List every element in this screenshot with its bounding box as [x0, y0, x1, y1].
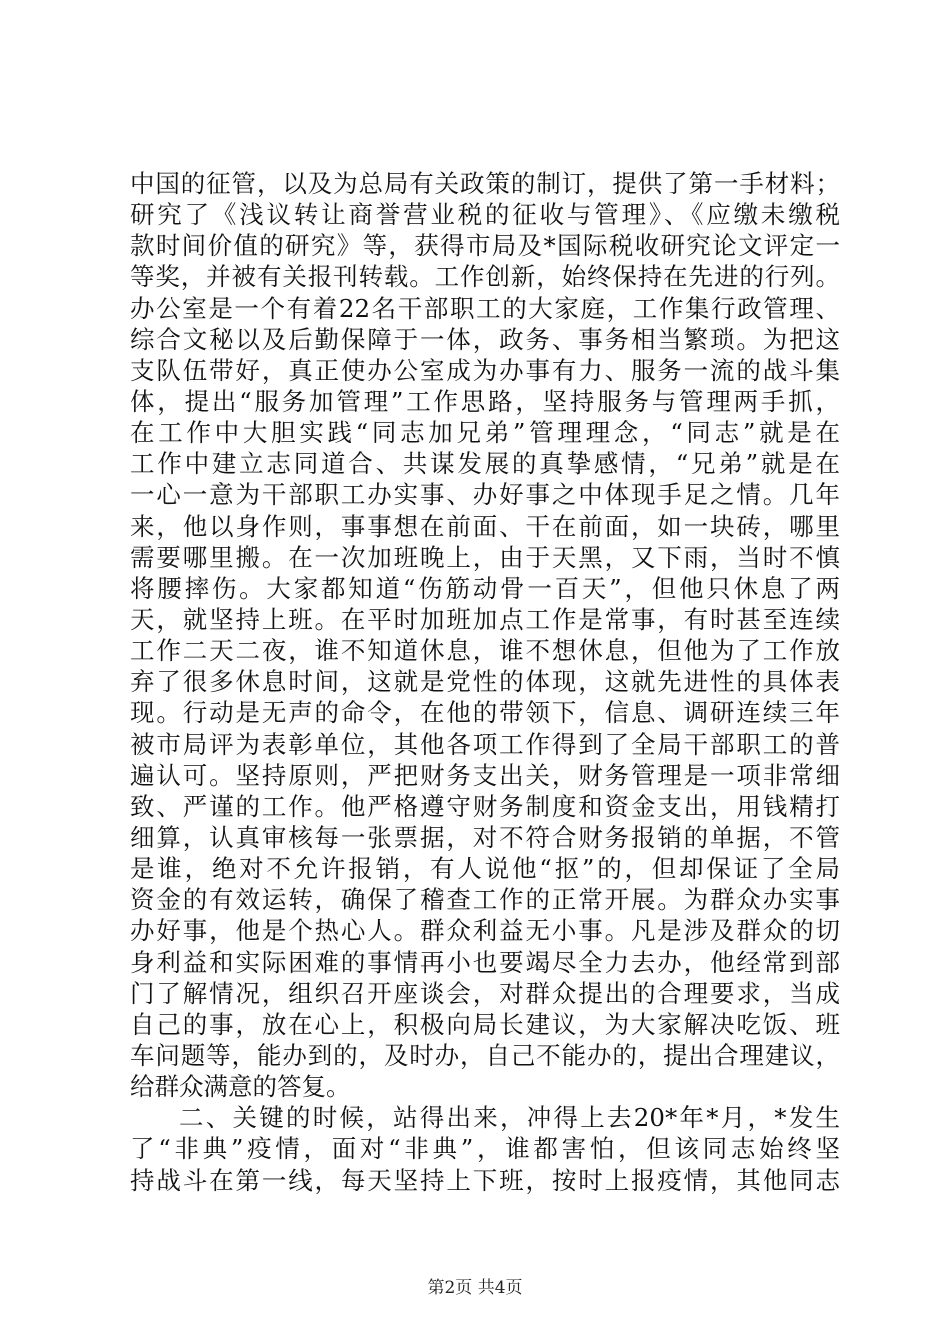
text-line: 致、严谨的工作。他严格遵守财务制度和资金支出，用钱精打 [130, 791, 840, 821]
text-line: 将腰摔伤。大家都知道“伤筋动骨一百天”，但他只休息了两 [130, 573, 840, 603]
body-text [130, 168, 840, 1196]
text-line: 在工作中大胆实践“同志加兄弟”管理理念，“同志”就是在 [130, 418, 840, 448]
text-line: 持战斗在第一线，每天坚持上下班，按时上报疫情，其他同志 [130, 1165, 840, 1195]
text-line: 自己的事，放在心上，积极向局长建议，为大家解决吃饭、班 [130, 1009, 840, 1039]
text-line: 门了解情况，组织召开座谈会，对群众提出的合理要求，当成 [130, 978, 840, 1008]
text-line: 来，他以身作则，事事想在前面、干在前面，如一块砖，哪里 [130, 511, 840, 541]
text-line: 身利益和实际困难的事情再小也要竭尽全力去办，他经常到部 [130, 947, 840, 977]
text-line: 车问题等，能办到的，及时办，自己不能办的，提出合理建议， [130, 1040, 840, 1070]
text-line: 是谁，绝对不允许报销，有人说他“抠”的，但却保证了全局 [130, 854, 840, 884]
text-line: 被市局评为表彰单位，其他各项工作得到了全局干部职工的普 [130, 729, 840, 759]
text-line: 细算，认真审核每一张票据，对不符合财务报销的单据，不管 [130, 822, 840, 852]
text-line: 款时间价值的研究》等，获得市局及*国际税收研究论文评定一 [130, 231, 840, 261]
text-line: 天，就坚持上班。在平时加班加点工作是常事，有时甚至连续 [130, 604, 840, 634]
page-number-footer: 第2页 共4页 [427, 1278, 523, 1298]
text-line: 工作中建立志同道合、共谋发展的真挚感情，“兄弟”就是在 [130, 449, 840, 479]
text-line: 一心一意为干部职工办实事、办好事之中体现手足之情。几年 [130, 480, 840, 510]
text-line: 办公室是一个有着22名干部职工的大家庭，工作集行政管理、 [130, 293, 840, 323]
text-line: 等奖，并被有关报刊转载。工作创新，始终保持在先进的行列。 [130, 262, 840, 292]
text-line: 工作二天二夜，谁不知道休息，谁不想休息，但他为了工作放 [130, 636, 840, 666]
text-line: 需要哪里搬。在一次加班晚上，由于天黑，又下雨，当时不慎 [130, 542, 840, 572]
text-line: 了“非典”疫情，面对“非典”，谁都害怕，但该同志始终坚 [130, 1134, 840, 1164]
text-line: 办好事，他是个热心人。群众利益无小事。凡是涉及群众的切 [130, 916, 840, 946]
text-line: 现。行动是无声的命令，在他的带领下，信息、调研连续三年 [130, 698, 840, 728]
paragraph-end-line: 给群众满意的答复。 [130, 1072, 351, 1102]
text-line: 弃了很多休息时间，这就是党性的体现，这就先进性的具体表 [130, 667, 840, 697]
text-line: 综合文秘以及后勤保障于一体，政务、事务相当繁琐。为把这 [130, 324, 840, 354]
text-line: 体，提出“服务加管理”工作思路，坚持服务与管理两手抓， [130, 386, 840, 416]
text-line: 中国的征管，以及为总局有关政策的制订，提供了第一手材料； [130, 169, 840, 198]
text-line: 资金的有效运转，确保了稽查工作的正常开展。为群众办实事 [130, 885, 840, 915]
section-heading-line: 二、关键的时候，站得出来，冲得上去20*年*月，*发生 [179, 1103, 840, 1133]
text-line: 研究了《浅议转让商誉营业税的征收与管理》、《应缴未缴税 [130, 200, 840, 230]
text-line: 遍认可。坚持原则，严把财务支出关，财务管理是一项非常细 [130, 760, 840, 790]
text-line: 支队伍带好，真正使办公室成为办事有力、服务一流的战斗集 [130, 355, 840, 385]
